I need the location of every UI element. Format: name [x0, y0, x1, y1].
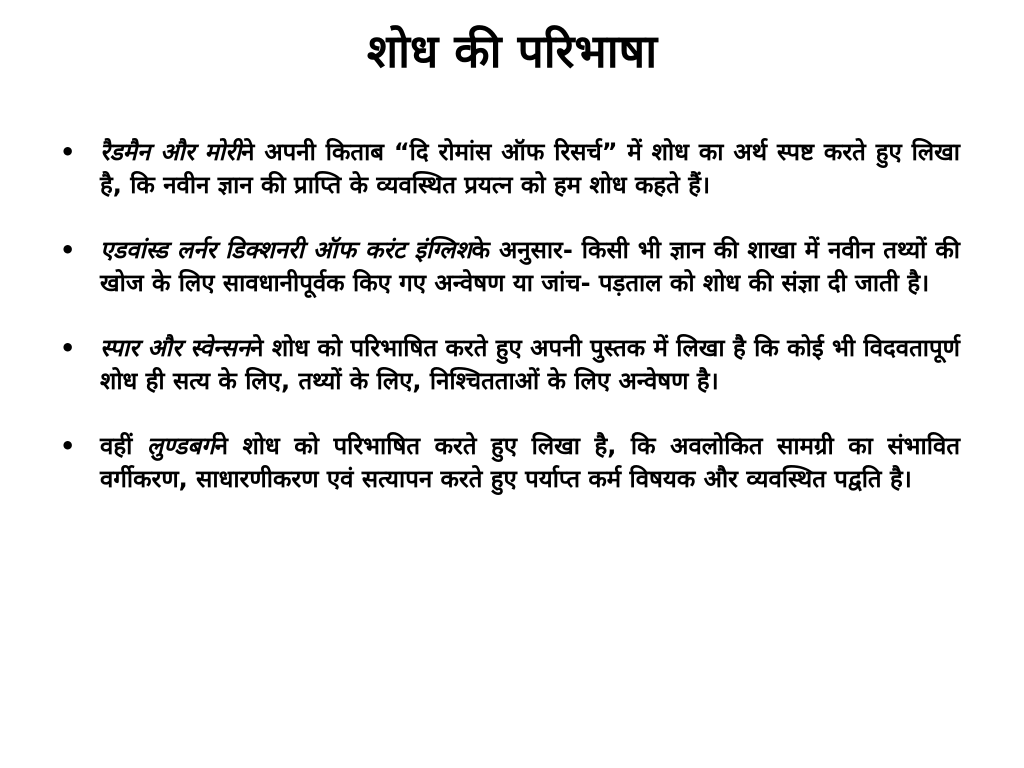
bullet-text: ने शोध को परिभाषित करते हुए लिखा है, कि अवलोकित सामग्री का संभावित वर्गीकरण, साधारणीकरण एवं सत्यापन करते हुए पर्याप्त कर्म विषयक और व्यवस्थित पद्वति है। [100, 432, 960, 493]
bullet-emphasis: एडवांस्ड लर्नर डिक्शनरी ऑफ करंट इंग्लिश [100, 236, 472, 264]
bullet-text: ने शोध को परिभाषित करते हुए अपनी पुस्तक में लिखा है कि कोई भी विदवतापूर्ण शोध ही सत्य के लिए, तथ्यों के लिए, निश्चितताओं के लिए अन्वेषण है। [100, 334, 961, 395]
bullet-item-4 [60, 430, 960, 496]
bullet-marker: • [60, 138, 76, 166]
bullet-item-3 [60, 332, 960, 398]
bullet-marker: • [60, 236, 76, 264]
bullet-emphasis: लुण्डबर्ग [146, 432, 215, 460]
bullet-emphasis: स्पार और स्वेन्सन [100, 334, 251, 362]
bullet-marker: • [60, 432, 76, 460]
bullet-list [60, 136, 960, 528]
bullet-text: के अनुसार- किसी भी ज्ञान की शाखा में नवीन तथ्यों की खोज के लिए सावधानीपूर्वक किए गए अन्वेषण या जांच- पड़ताल को शोध की संज्ञा दी जाती है। [100, 236, 960, 297]
bullet-item-2 [60, 234, 960, 300]
bullet-lead: वहीं [100, 432, 147, 460]
bullet-marker: • [60, 334, 76, 362]
bullet-item-1 [60, 136, 960, 202]
bullet-text: ने अपनी किताब “दि रोमांस ऑफ रिसर्च” में शोध का अर्थ स्पष्ट करते हुए लिखा है, कि नवीन ज्ञान की प्राप्ति के व्यवस्थित प्रयत्न को हम शोध कहते हैं। [100, 138, 960, 199]
slide-title: शोध की परिभाषा [366, 24, 658, 78]
bullet-emphasis: रैडमैन और मोरी [100, 138, 242, 166]
